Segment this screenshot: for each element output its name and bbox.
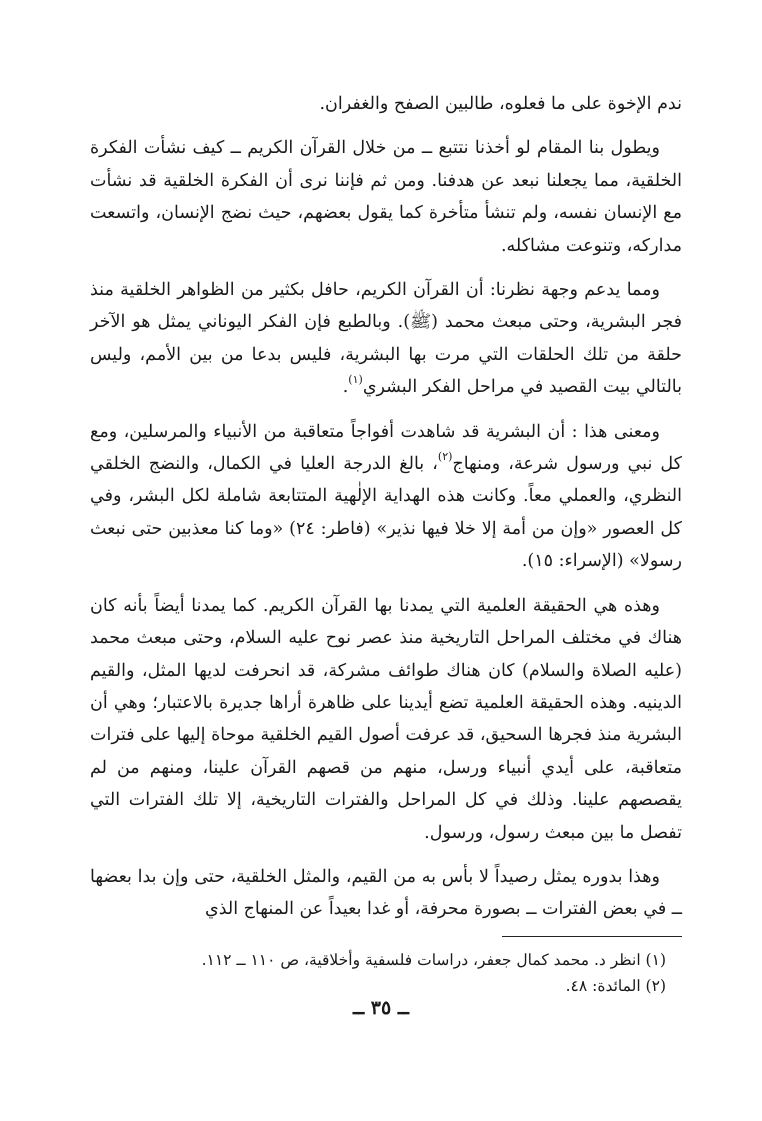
paragraph-5: وهذه هي الحقيقة العلمية التي يمدنا بها القرآن الكريم. كما يمدنا أيضاً بأنه كان هناك في مختلف المراحل التاريخية منذ عصر نوح عليه السلام، وحتى مبعث محمد (عليه الصلاة والسلام) كان هناك طوائف مشركة، قد انحرفت لديها المثل، والقيم الدينيه. وهذه الحقيقة العلمية تضع أيدينا على ظاهرة أراها جديرة بالاعتبار؛ وهي أن البشرية منذ فجرها السحيق، قد عرفت أصول القيم الخلقية موحاة إليها على فترات متعاقبة، على أيدي أنبياء ورسل، منهم من قصهم القرآن علينا، ومنهم من لم يقصصهم علينا. وذلك في كل المراحل والفترات التاريخية، إلا تلك الفترات التي تفصل ما بين مبعث رسول، ورسول. [90,595,682,843]
paragraph-3-text: ومما يدعم وجهة نظرنا: أن القرآن الكريم، حافل بكثير من الظواهر الخلقية منذ فجر البشرية، وحتى مبعث محمد (ﷺ). وبالطبع فإن الفكر اليوناني يمثل هو الآخر حلقة من تلك الحلقات التي مرت بها البشرية، فليس بدعا من بين الأمم، وليس بالتالي بيت القصيد في مراحل الفكر البشري [90,280,682,398]
paragraph-3 [90,274,682,404]
footnote-1: (١) انظر د. محمد كمال جعفر، دراسات فلسفية وأخلاقية، ص ١١٠ ــ ١١٢. [201,950,666,969]
page-body [90,88,682,999]
paragraph-4-text: ومعنى هذا : أن البشرية قد شاهدت أفواجاً متعاقبة من الأنبياء والمرسلين، ومع كل نبي ورسول شرعة، ومنهاج [90,421,682,475]
footnote-ref-1: (١) [348,373,363,387]
paragraph-1: ندم الإخوة على ما فعلوه، طالبين الصفح والغفران. [319,94,682,114]
paragraph-6: وهذا بدوره يمثل رصيداً لا بأس به من القيم، والمثل الخلقية، حتى وإن بدا بعضها ــ في بعض الفترات ــ بصورة محرفة، أو غدا بعيداً عن المنهاج الذي [90,866,682,920]
paragraph-4-rest: ، بالغ الدرجة العليا في الكمال، والنضج الخلقي النظري، والعملي معاً. وكانت هذه الهداية الإلٰهية المتتابعة شاملة لكل البشر، وفي كل العصور «وإن من أمة إلا خلا فيها نذير» (فاطر: ٢٤) «وما كنا معذبين حتى نبعث رسولا» (الإسراء: ١٥). [90,454,682,572]
paragraph-3-end: . [342,377,349,398]
footnote-divider [502,936,682,937]
paragraph-4 [90,416,682,578]
paragraph-2: ويطول بنا المقام لو أخذنا نتتبع ــ من خلال القرآن الكريم ــ كيف نشأت الفكرة الخلقية، مما يجعلنا نبعد عن هدفنا. ومن ثم فإننا نرى أن الفكرة الخلقية قد نشأت مع الإنسان نفسه، ولم تنشأ متأخرة كما يقول بعضهم، حيث نضج الإنسان، واتسعت مداركه، وتنوعت مشاكله. [90,138,682,256]
page-number: ــ ٣٥ ــ [353,997,409,1019]
footnote-2: (٢) المائدة: ٤٨. [565,976,666,995]
footnote-ref-2: (٢) [437,450,453,464]
